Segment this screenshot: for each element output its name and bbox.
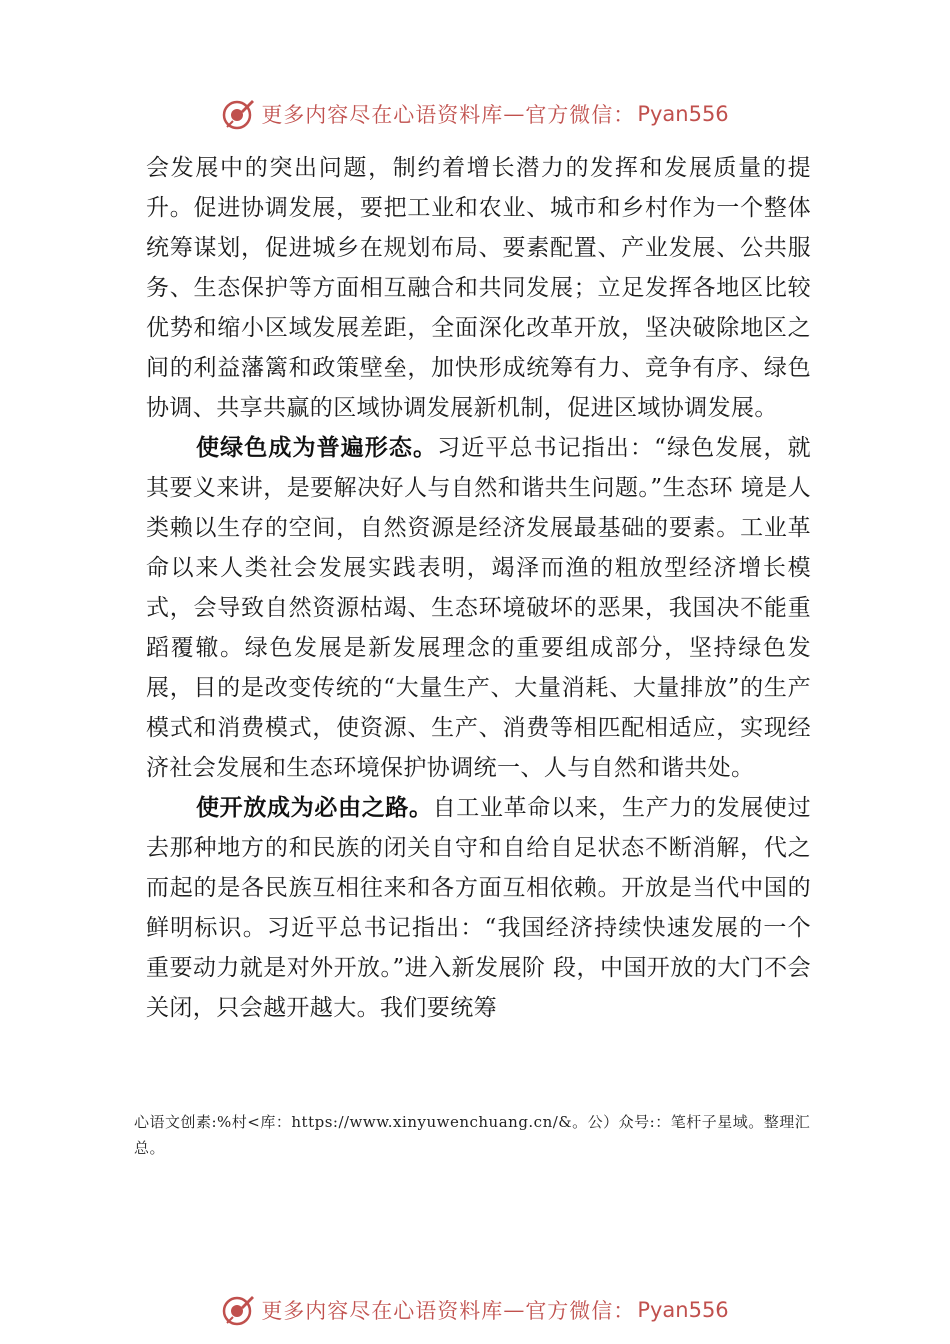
banner-wechat-label: 官方微信：: [525, 103, 636, 127]
banner-wechat-id: Pyan556: [637, 1298, 729, 1322]
footer-banner: [0, 1290, 950, 1330]
paragraph-green-heading: 使绿色成为普遍形态。: [196, 435, 438, 461]
paragraph-open-text: 自工业革命以来，生产力的发展使过去那种地方的和民族的闭关自守和自给自足状态不断消解，代之而起的是各民族互相往来和各方面互相依赖。开放是当代中国的鲜明标识。习近平总书记指出：“我国经济持续快速发展的一个重要动力就是对外开放。”进入新发展阶 段，中国开放的大门不会关闭，只会越开越大。我们要统筹: [146, 795, 811, 1021]
paragraph-green-text: 习近平总书记指出：“绿色发展，就其要义来讲，是要解决好人与自然和谐共生问题。”生态环 境是人类赖以生存的空间，自然资源是经济发展最基础的要素。工业革命以来人类社会发展实践表明，竭泽而渔的粗放型经济增长模式，会导致自然资源枯竭、生态环境破坏的恶果，我国决不能重蹈覆辙。绿色发展是新发展理念的重要组成部分，坚持绿色发展，目的是改变传统的“大量生产、大量消耗、大量排放”的生产模式和消费模式，使资源、生产、消费等相匹配相适应，实现经济社会发展和生态环境保护协调统一、人与自然和谐共处。: [146, 435, 811, 781]
banner-separator: —: [503, 102, 526, 126]
header-banner: [0, 94, 950, 134]
banner-separator: —: [503, 1298, 526, 1322]
banner-title: 更多内容尽在心语资料库: [261, 103, 504, 127]
paragraph-green: [146, 428, 811, 788]
banner-wechat-label: 官方微信：: [525, 1299, 636, 1323]
footer-note: 心语文创素:%村<库：https://www.xinyuwenchuang.cn/&。公）众号:：笔杆子星域。整理汇总。: [134, 1113, 811, 1157]
pen-logo-icon: [221, 1293, 255, 1327]
banner-title: 更多内容尽在心语资料库: [261, 1299, 504, 1323]
pen-logo-icon: [221, 97, 255, 131]
paragraph-open-heading: 使开放成为必由之路。: [196, 795, 433, 821]
banner-wechat-id: Pyan556: [637, 102, 729, 126]
paragraph-coordination: 会发展中的突出问题，制约着增长潜力的发挥和发展质量的提升。促进协调发展，要把工业和农业、城市和乡村作为一个整体统筹谋划，促进城乡在规划布局、要素配置、产业发展、公共服务、生态保护等方面相互融合和共同发展；立足发挥各地区比较优势和缩小区域发展差距，全面深化改革开放，坚决破除地区之间的利益藩篱和政策壁垒，加快形成统筹有力、竞争有序、绿色协调、共享共赢的区域协调发展新机制，促进区域协调发展。: [146, 155, 811, 421]
paragraph-open: [146, 788, 811, 1028]
document-body: [146, 148, 811, 1028]
